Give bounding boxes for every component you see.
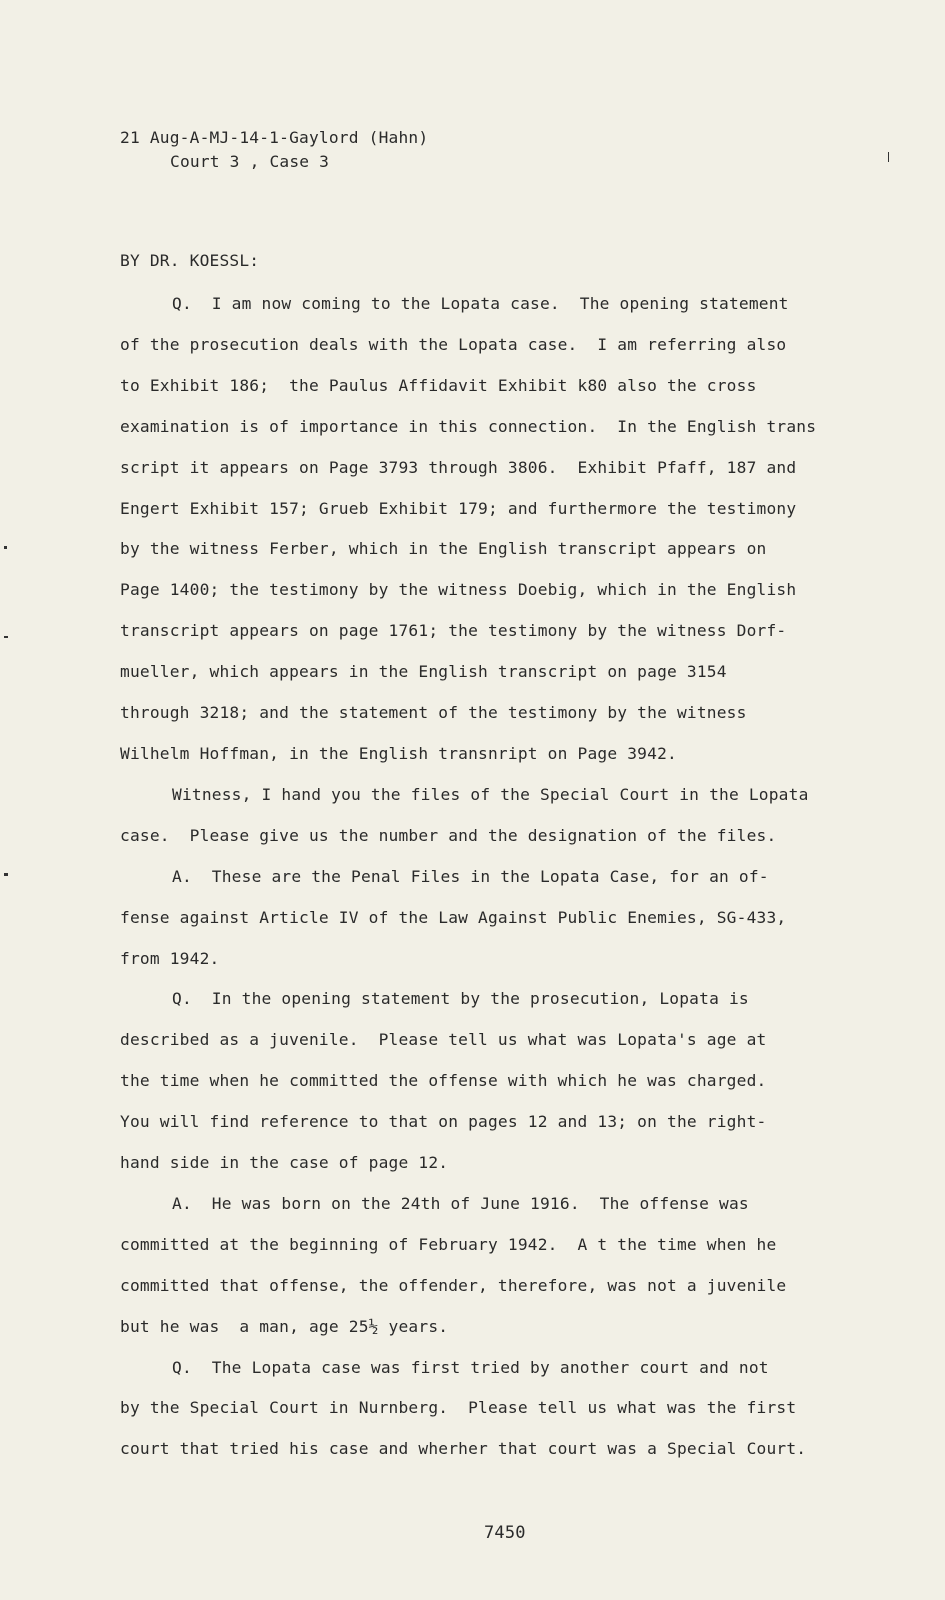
text-line: examination is of importance in this connection. In the English trans [120, 416, 817, 436]
examiner-heading: BY DR. KOESSL: [120, 251, 260, 270]
text-line: committed that offense, the offender, therefore, was not a juvenile [120, 1275, 787, 1295]
text-line: to Exhibit 186; the Paulus Affidavit Exhibit k80 also the cross [120, 375, 757, 395]
text-line: court that tried his case and wherher that court was a Special Court. [120, 1439, 807, 1459]
scan-mark [888, 152, 889, 162]
text-line: committed at the beginning of February 1942. A t the time when he [120, 1234, 777, 1254]
text-line: A. These are the Penal Files in the Lopata Case, for an of- [172, 866, 769, 886]
text-line: described as a juvenile. Please tell us what was Lopata's age at [120, 1030, 767, 1050]
header-line-2: Court 3 , Case 3 [170, 152, 330, 171]
testimony-body [120, 284, 840, 1470]
case-header [120, 126, 428, 174]
text-line: by the witness Ferber, which in the English transcript appears on [120, 539, 767, 559]
text-line: but he was a man, age 25½ years. [120, 1316, 449, 1336]
text-line: Q. I am now coming to the Lopata case. The opening statement [172, 294, 789, 313]
text-line: of the prosecution deals with the Lopata case. I am referring also [120, 334, 787, 354]
text-line: Witness, I hand you the files of the Special Court in the Lopata [172, 784, 809, 804]
scan-mark [4, 546, 7, 549]
text-line: fense against Article IV of the Law Against Public Enemies, SG-433, [120, 907, 787, 927]
text-line: Q. The Lopata case was first tried by another court and not [172, 1357, 769, 1377]
text-line: by the Special Court in Nurnberg. Please tell us what was the first [120, 1398, 797, 1418]
text-line: Q. In the opening statement by the prosecution, Lopata is [172, 989, 749, 1009]
text-line: A. He was born on the 24th of June 1916. The offense was [172, 1193, 749, 1213]
page-number: 7450 [484, 1523, 526, 1543]
text-line: through 3218; and the statement of the testimony by the witness [120, 703, 747, 723]
text-line: script it appears on Page 3793 through 3806. Exhibit Pfaff, 187 and [120, 457, 797, 477]
scan-mark [4, 636, 8, 638]
scan-mark [4, 873, 8, 876]
header-line-1: 21 Aug-A-MJ-14-1-Gaylord (Hahn) [120, 128, 429, 147]
text-line: Wilhelm Hoffman, in the English transnript on Page 3942. [120, 743, 677, 763]
text-line: You will find reference to that on pages 12 and 13; on the right- [120, 1112, 767, 1132]
text-line: mueller, which appears in the English transcript on page 3154 [120, 662, 727, 682]
text-line: Engert Exhibit 157; Grueb Exhibit 179; and furthermore the testimony [120, 498, 797, 518]
text-line: case. Please give us the number and the designation of the files. [120, 825, 777, 845]
text-line: hand side in the case of page 12. [120, 1153, 449, 1173]
text-line: from 1942. [120, 948, 220, 968]
text-line: Page 1400; the testimony by the witness Doebig, which in the English [120, 580, 797, 600]
text-line: transcript appears on page 1761; the testimony by the witness Dorf- [120, 621, 787, 641]
text-line: the time when he committed the offense with which he was charged. [120, 1071, 767, 1091]
